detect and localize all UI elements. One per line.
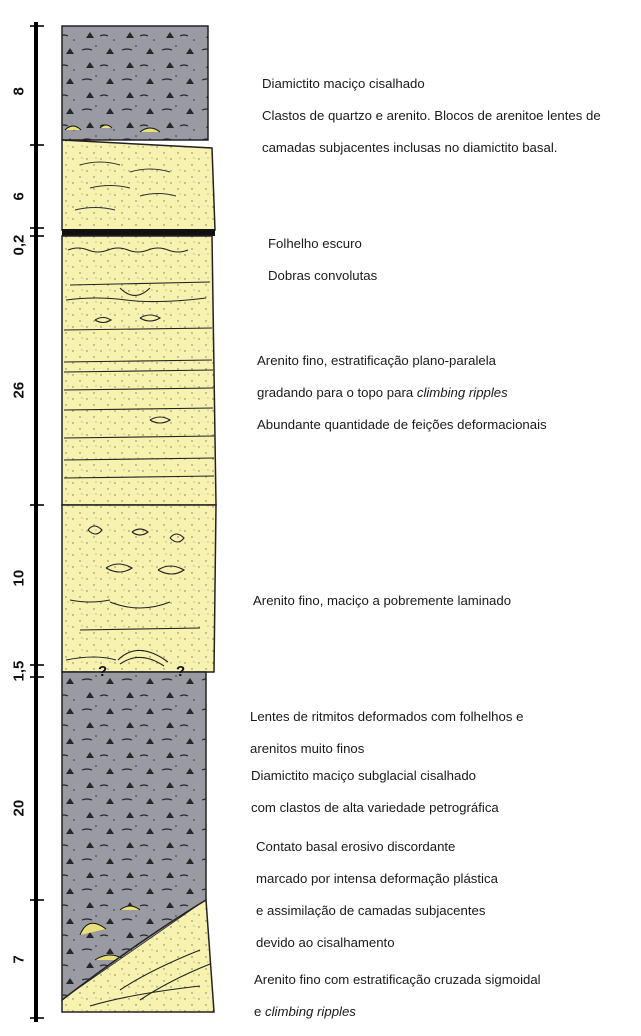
thickness-label-1-5: 1,5: [10, 660, 28, 682]
desc-line: marcado por intensa deformação plástica: [256, 871, 498, 886]
desc-line: Contato basal erosivo discordante: [256, 839, 456, 854]
thickness-label-6: 6: [10, 192, 28, 201]
desc-line: Dobras convolutas: [268, 268, 378, 283]
unit-arenito-ripples: [62, 140, 215, 230]
description-contato-basal: [256, 823, 636, 967]
unit-folhelho-escuro: [62, 229, 215, 236]
desc-line: Lentes de ritmitos deformados com folhelhos e: [250, 709, 524, 724]
desc-line: com clastos de alta variedade petrográfica: [251, 800, 499, 815]
unit-arenito-fino-estratificado: [62, 236, 216, 505]
description-diamictito-topo: [262, 60, 637, 172]
thickness-label-20: 20: [10, 799, 28, 817]
desc-line: [257, 385, 637, 401]
desc-text: gradando para o topo para: [257, 385, 417, 400]
desc-line: devido ao cisalhamento: [256, 935, 395, 950]
question-mark-left: ?: [98, 663, 108, 680]
desc-line: camadas subjacentes inclusas no diamictito basal.: [262, 140, 558, 155]
description-arenito-cruzado: [254, 956, 639, 1036]
unit-diamictito-topo: [62, 26, 208, 140]
description-arenito-macico: [253, 577, 633, 625]
description-folhelho: [268, 220, 568, 300]
thickness-label-0-2: 0,2: [10, 234, 28, 256]
description-arenito-estratificado: [257, 337, 637, 449]
thickness-label-26: 26: [10, 381, 28, 399]
thickness-label-7: 7: [10, 955, 28, 964]
desc-line: e assimilação de camadas subjacentes: [256, 903, 486, 918]
unit-arenito-fino-macico: [62, 505, 216, 672]
desc-line: Folhelho escuro: [268, 236, 362, 251]
desc-line: Arenito fino, maciço a pobremente laminado: [253, 593, 512, 608]
desc-line: arenitos muito finos: [250, 741, 365, 756]
desc-line: Diamictito maciço subglacial cisalhado: [251, 768, 477, 783]
desc-line: Diamictito maciço cisalhado: [262, 76, 425, 91]
desc-line: [254, 1004, 639, 1020]
desc-line: Clastos de quartzo e arenito. Blocos de arenitoe lentes de: [262, 108, 601, 123]
thickness-label-10: 10: [10, 569, 28, 587]
thickness-label-8: 8: [10, 87, 28, 96]
desc-italic: climbing ripples: [265, 1004, 356, 1019]
question-mark-right: ?: [176, 663, 186, 680]
desc-italic: climbing ripples: [416, 385, 508, 400]
desc-line: Arenito fino, estratificação plano-paralela: [257, 353, 496, 368]
desc-line: Abundante quantidade de feições deformacionais: [257, 417, 547, 432]
desc-line: Arenito fino com estratificação cruzada sigmoidal: [254, 972, 541, 987]
description-diamictito-subglacial: [251, 752, 631, 832]
desc-text: e: [254, 1004, 265, 1019]
